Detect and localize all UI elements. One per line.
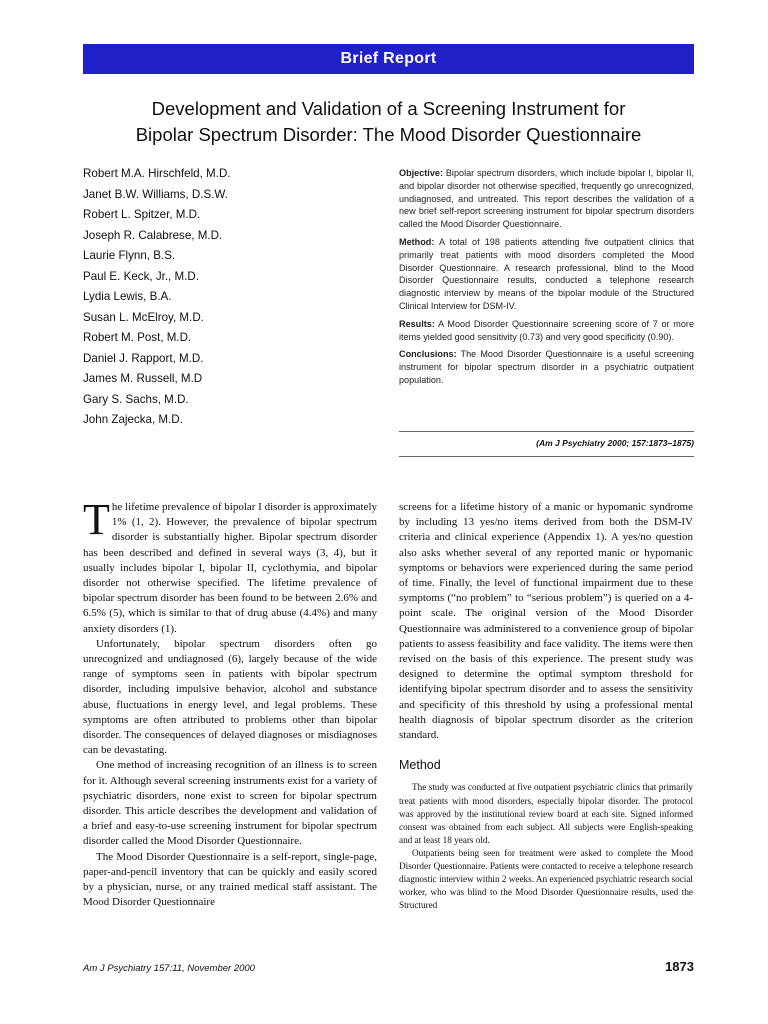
abstract-method: [399, 236, 694, 313]
conclusions-label: Conclusions:: [399, 349, 457, 360]
drop-cap: T: [83, 495, 110, 544]
method-label: Method:: [399, 236, 435, 247]
title-line-1: Development and Validation of a Screening Instrument for: [151, 98, 626, 119]
results-label: Results:: [399, 318, 435, 329]
author: Daniel J. Rapport, M.D.: [83, 351, 204, 365]
author: Gary S. Sachs, M.D.: [83, 392, 189, 406]
author: Paul E. Keck, Jr., M.D.: [83, 269, 199, 283]
abstract-conclusions: [399, 348, 694, 386]
author: Joseph R. Calabrese, M.D.: [83, 228, 223, 242]
body-paragraph: One method of increasing recognition of an illness is to screen for it. Although several screening instruments exist for a variety of psychiatric disorders, none exist to screen for bipolar spectrum disorder. This article describes the development and validation of a brief and easy-to-use screening instrument for bipolar spectrum disorder called the Mood Disorder Questionnaire.: [83, 759, 377, 848]
author: John Zajecka, M.D.: [83, 413, 183, 426]
author: Robert M.A. Hirschfeld, M.D.: [83, 167, 231, 180]
method-text: A total of 198 patients attending five outpatient clinics that primarily treat patients with mood disorders completed the Mood Disorder Questionnaire. A research professional, blind to the Mood Disorder Questionnaire results, conducted a telephone research diagnostic interview by means of the bipolar module of the Structured Clinical Interview for DSM-IV.: [399, 236, 694, 311]
author: Lydia Lewis, B.A.: [83, 290, 172, 303]
section-heading-method: Method: [399, 758, 441, 773]
body-column-right: [399, 500, 693, 912]
results-text: A Mood Disorder Questionnaire screening score of 7 or more items yielded good sensitivity (0.73) and very good specificity (0.90).: [399, 318, 694, 342]
page-number: 1873: [665, 959, 694, 974]
author: James M. Russell, M.D: [83, 372, 203, 385]
citation: (Am J Psychiatry 2000; 157:1873–1875): [536, 438, 694, 448]
abstract-objective: [399, 167, 694, 231]
body-paragraph: The Mood Disorder Questionnaire is a self-report, single-page, paper-and-pencil inventory that can be quickly and easily scored by a physician, nurse, or any trained medical staff assistant. The Mood Disorder Questionnaire: [83, 850, 377, 909]
method-section: [399, 781, 693, 912]
author: Robert L. Spitzer, M.D.: [83, 208, 201, 221]
footer-journal: Am J Psychiatry 157:11, November 2000: [83, 963, 255, 974]
author: Susan L. McElroy, M.D.: [83, 310, 204, 324]
paragraph-text: he lifetime prevalence of bipolar I disorder is approximately 1% (1, 2). However, the prevalence of bipolar spectrum disorder is substantially higher. Bipolar spectrum disorder has been described and defined in several ways (3, 4), but it usually includes bipolar I, bipolar II, cyclothymia, and bipolar disorder not otherwise specified. The lifetime prevalence of bipolar spectrum disorder has been found to be between 2.6% and 6.5% (5), which is similar to that of drug abuse (4.4%) and many anxiety disorders (1).: [83, 501, 378, 635]
body-paragraph: Unfortunately, bipolar spectrum disorders often go unrecognized and undiagnosed (6), largely because of the wide range of symptoms seen in patients with bipolar spectrum disorder, including impulsive behavior, alcohol and substance abuse, fluctuations in energy level, and legal problems. These symptoms are often attributed to problems other than bipolar disorder. The consequences of delayed diagnoses or misdiagnoses can be devastating.: [83, 637, 377, 757]
method-paragraph: The study was conducted at five outpatient psychiatric clinics that primarily treat patients with mood disorders, especially bipolar disorder. The protocol was approved by the institutional review board at each site. Signed informed consent was obtained from each subject. All subjects were English-speaking and at least 18 years old.: [399, 782, 693, 845]
article-type-banner: Brief Report: [83, 44, 694, 74]
abstract-results: [399, 318, 694, 344]
author: Robert M. Post, M.D.: [83, 331, 192, 344]
objective-label: Objective:: [399, 168, 443, 178]
objective-text: Bipolar spectrum disorders, which include bipolar I, bipolar II, and bipolar disorder not otherwise specified, frequently go unrecognized, undiagnosed, and untreated. This report describes the validation of a new brief self-report screening instrument for bipolar spectrum disorders called the Mood Disorder Questionnaire.: [399, 168, 694, 230]
article-title: [83, 96, 694, 148]
body-column-left: [83, 495, 378, 910]
author: Laurie Flynn, B.S.: [83, 249, 176, 262]
abstract-divider-bottom: [399, 456, 694, 457]
body-paragraph: [83, 495, 378, 637]
author-list: [83, 166, 373, 433]
title-line-2: Bipolar Spectrum Disorder: The Mood Disorder Questionnaire: [135, 124, 642, 145]
abstract: [399, 167, 694, 392]
body-paragraph: screens for a lifetime history of a manic or hypomanic syndrome by including 13 yes/no items derived from both the DSM-IV criteria and clinical experience (Appendix 1). A yes/no question also asks whether several of any reported manic or hypomanic symptoms or behaviors were experienced during the same period of time. Finally, the level of functional impairment due to these symptoms (“no problem” to “serious problem”) is queried on a 4-point scale. The original version of the Mood Disorder Questionnaire was administered to a convenience group of bipolar patients to assess feasibility and face validity. The items were then revised on the basis of this experience. The present study was designed to determine the optimal symptom threshold for identifying bipolar spectrum disorder and to assess the sensitivity and specificity of this threshold by using a professional mental health diagnosis of bipolar spectrum disorder as the criterion standard.: [399, 501, 693, 742]
method-paragraph: Outpatients being seen for treatment were asked to complete the Mood Disorder Questionnaire. Patients were contacted to receive a telephone research diagnostic interview within 2 weeks. An experienced psychiatric research social worker, who was blind to the Mood Disorder Questionnaire results, used the Structured: [399, 847, 693, 911]
abstract-divider-top: [399, 431, 694, 432]
conclusions-text: The Mood Disorder Questionnaire is a useful screening instrument for bipolar spectrum disorder in a psychiatric outpatient population.: [399, 349, 694, 385]
author: Janet B.W. Williams, D.S.W.: [83, 187, 228, 201]
